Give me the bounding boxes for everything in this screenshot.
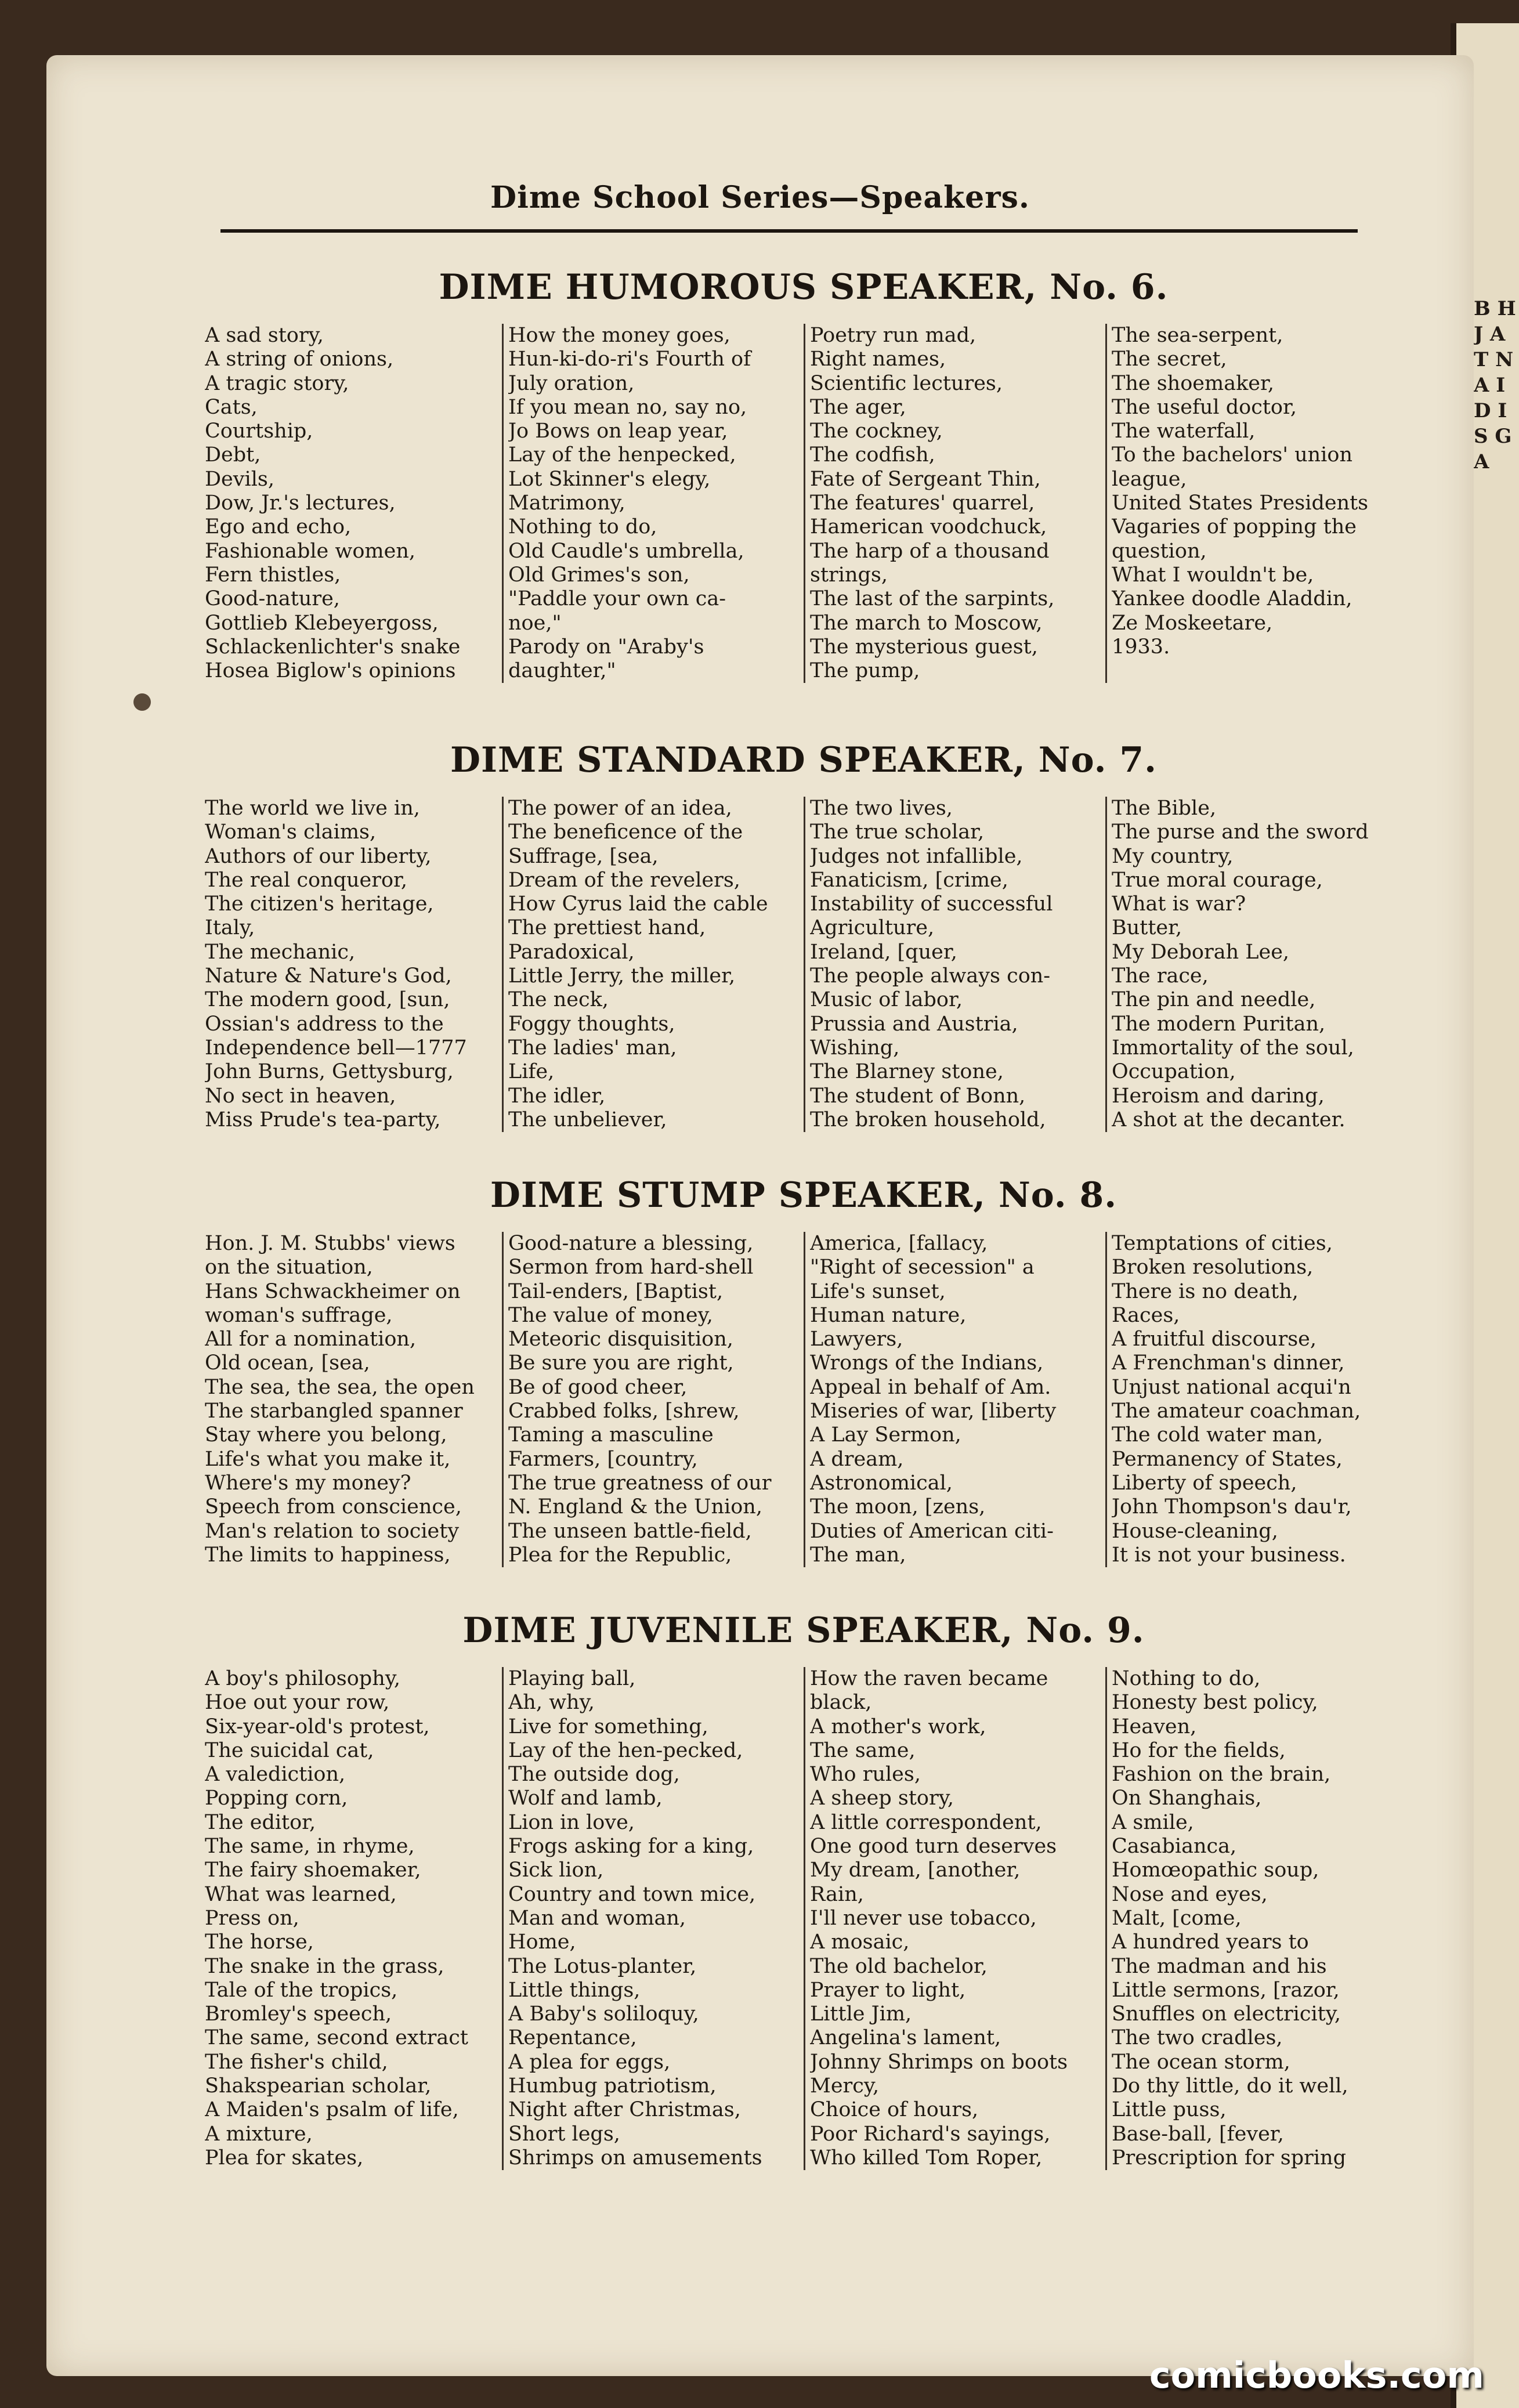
list-item: Dow, Jr.'s lectures,: [205, 491, 396, 515]
list-item: Italy,: [205, 916, 255, 940]
list-item: A Lay Sermon,: [810, 1423, 961, 1447]
list-item: July oration,: [508, 371, 635, 395]
list-item: Honesty best policy,: [1112, 1691, 1318, 1715]
list-item: No sect in heaven,: [205, 1084, 396, 1108]
list-item: A sheep story,: [810, 1787, 954, 1810]
list-item: Be sure you are right,: [508, 1351, 734, 1375]
list-item: Angelina's lament,: [810, 2026, 1001, 2050]
list-item: United States Presidents: [1112, 491, 1369, 515]
list-item: black,: [810, 1691, 872, 1715]
list-item: on the situation,: [205, 1256, 373, 1279]
list-item: Agriculture,: [810, 916, 935, 940]
list-item: Tale of the tropics,: [205, 1978, 398, 2002]
list-item: Sick lion,: [508, 1859, 604, 1882]
column-4: [1105, 324, 1407, 683]
list-item: The features' quarrel,: [810, 491, 1035, 515]
list-item: The unseen battle-field,: [508, 1519, 752, 1543]
watermark: comicbooks.com: [1149, 2354, 1484, 2396]
list-item: Malt, [come,: [1112, 1906, 1242, 1930]
column-3: [804, 324, 1105, 683]
list-item: Immortality of the soul,: [1112, 1036, 1354, 1060]
list-item: A Baby's soliloquy,: [508, 2002, 699, 2026]
list-item: Hosea Biglow's opinions: [205, 659, 456, 683]
list-item: Ireland, [quer,: [810, 940, 957, 964]
list-item: The power of an idea,: [508, 797, 732, 820]
list-item: Little puss,: [1112, 2098, 1227, 2122]
section-columns: [200, 1667, 1407, 2170]
list-item: Short legs,: [508, 2122, 620, 2146]
section-standard-speaker: [200, 740, 1407, 1132]
list-item: The old bachelor,: [810, 1954, 988, 1978]
list-item: The people always con-: [810, 964, 1051, 988]
list-item: Miseries of war, [liberty: [810, 1400, 1057, 1423]
list-item: The fisher's child,: [205, 2050, 388, 2074]
list-item: Butter,: [1112, 916, 1182, 940]
list-item: Who killed Tom Roper,: [810, 2146, 1043, 2170]
list-item: Little sermons, [razor,: [1112, 1978, 1340, 2002]
list-item: The race,: [1112, 964, 1209, 988]
list-item: Plea for the Republic,: [508, 1543, 732, 1567]
list-item: The starbangled spanner: [205, 1400, 463, 1423]
list-item: The mechanic,: [205, 940, 356, 964]
list-item: The beneficence of the: [508, 820, 743, 844]
list-item: Appeal in behalf of Am.: [810, 1375, 1051, 1399]
list-item: Rain,: [810, 1882, 864, 1906]
list-item: The neck,: [508, 988, 609, 1012]
list-item: Vagaries of popping the: [1112, 515, 1357, 539]
list-item: A boy's philosophy,: [205, 1667, 400, 1690]
list-item: Independence bell—1777: [205, 1036, 467, 1060]
list-item: What is war?: [1112, 892, 1246, 916]
list-item: The horse,: [205, 1930, 314, 1954]
list-item: The pin and needle,: [1112, 988, 1316, 1012]
list-item: Popping corn,: [205, 1787, 348, 1810]
list-item: The ocean storm,: [1112, 2050, 1290, 2074]
column-1: [200, 324, 502, 683]
list-item: Hun-ki-do-ri's Fourth of: [508, 348, 751, 371]
list-item: Jo Bows on leap year,: [508, 420, 728, 443]
list-item: A sad story,: [205, 324, 324, 347]
list-item: The real conqueror,: [205, 868, 408, 892]
list-item: The secret,: [1112, 348, 1227, 371]
list-item: Unjust national acqui'n: [1112, 1375, 1351, 1399]
series-header: Dime School Series—Speakers.: [490, 180, 1030, 215]
list-item: Paradoxical,: [508, 940, 635, 964]
list-item: Fashionable women,: [205, 539, 415, 563]
list-item: If you mean no, say no,: [508, 395, 747, 419]
column-1: [200, 1667, 502, 2170]
list-item: Frogs asking for a king,: [508, 1835, 754, 1859]
list-item: True moral courage,: [1112, 868, 1323, 892]
list-item: Night after Christmas,: [508, 2098, 741, 2122]
list-item: My dream, [another,: [810, 1859, 1021, 1882]
list-item: The true greatness of our: [508, 1471, 772, 1495]
list-item: A mother's work,: [810, 1715, 986, 1738]
list-item: Prescription for spring: [1112, 2146, 1347, 2170]
list-item: Fern thistles,: [205, 563, 341, 587]
list-item: Do thy little, do it well,: [1112, 2074, 1348, 2098]
list-item: Miss Prude's tea-party,: [205, 1108, 441, 1131]
list-item: Lot Skinner's elegy,: [508, 467, 711, 491]
section-juvenile-speaker: [200, 1610, 1407, 2170]
list-item: Poor Richard's sayings,: [810, 2122, 1051, 2146]
list-item: Old Caudle's umbrella,: [508, 539, 744, 563]
list-item: The ladies' man,: [508, 1036, 677, 1060]
list-item: "Paddle your own ca-: [508, 587, 726, 611]
list-item: Fate of Sergeant Thin,: [810, 467, 1041, 491]
list-item: Life's what you make it,: [205, 1447, 451, 1471]
list-item: A Maiden's psalm of life,: [205, 2098, 459, 2122]
list-item: Yankee doodle Aladdin,: [1112, 587, 1352, 611]
section-humorous-speaker: [200, 267, 1407, 683]
section-columns: [200, 324, 1407, 683]
list-item: Permanency of States,: [1112, 1447, 1343, 1471]
list-item: "Right of secession" a: [810, 1256, 1035, 1279]
section-title: DIME STANDARD SPEAKER, No. 7.: [450, 740, 1158, 780]
list-item: Be of good cheer,: [508, 1375, 688, 1399]
list-item: The man,: [810, 1543, 906, 1567]
list-item: Good-nature,: [205, 587, 340, 611]
list-item: The unbeliever,: [508, 1108, 667, 1131]
list-item: daughter,": [508, 659, 616, 683]
list-item: The last of the sarpints,: [810, 587, 1055, 611]
list-item: The moon, [zens,: [810, 1495, 986, 1519]
list-item: A mixture,: [205, 2122, 313, 2146]
list-item: Poetry run mad,: [810, 324, 976, 347]
list-item: league,: [1112, 467, 1187, 491]
list-item: A hundred years to: [1112, 1930, 1309, 1954]
list-item: Life,: [508, 1060, 555, 1084]
list-item: The outside dog,: [508, 1763, 680, 1787]
list-item: Heaven,: [1112, 1715, 1197, 1738]
list-item: Hon. J. M. Stubbs' views: [205, 1232, 455, 1255]
list-item: My country,: [1112, 844, 1234, 868]
list-item: The mysterious guest,: [810, 635, 1038, 659]
list-item: The same, second extract: [205, 2026, 468, 2050]
list-item: The snake in the grass,: [205, 1954, 444, 1978]
list-item: Johnny Shrimps on boots: [810, 2050, 1068, 2074]
binding-hole: [133, 693, 151, 711]
list-item: Fashion on the brain,: [1112, 1763, 1331, 1787]
list-item: Ossian's address to the: [205, 1012, 444, 1036]
list-item: The world we live in,: [205, 797, 420, 820]
list-item: The student of Bonn,: [810, 1084, 1026, 1108]
list-item: John Burns, Gettysburg,: [205, 1060, 454, 1084]
list-item: The fairy shoemaker,: [205, 1859, 421, 1882]
list-item: Humbug patriotism,: [508, 2074, 717, 2098]
list-item: How the raven became: [810, 1667, 1048, 1690]
list-item: Press on,: [205, 1906, 299, 1930]
adjacent-page-letters: B H J A T N A I D I S G A: [1474, 297, 1516, 473]
list-item: America, [fallacy,: [810, 1232, 988, 1255]
section-title: DIME HUMOROUS SPEAKER, No. 6.: [439, 267, 1169, 308]
list-item: On Shanghais,: [1112, 1787, 1262, 1810]
list-item: Authors of our liberty,: [205, 844, 432, 868]
section-title: DIME STUMP SPEAKER, No. 8.: [490, 1175, 1117, 1216]
list-item: Gottlieb Klebeyergoss,: [205, 611, 439, 635]
list-item: Six-year-old's protest,: [205, 1715, 430, 1738]
list-item: The waterfall,: [1112, 420, 1256, 443]
list-item: Man's relation to society: [205, 1519, 460, 1543]
list-item: Prayer to light,: [810, 1978, 966, 2002]
list-item: Old ocean, [sea,: [205, 1351, 370, 1375]
list-item: The madman and his: [1112, 1954, 1327, 1978]
list-item: Human nature,: [810, 1303, 967, 1327]
list-item: Home,: [508, 1930, 576, 1954]
list-item: A dream,: [810, 1447, 904, 1471]
list-item: A little correspondent,: [810, 1810, 1042, 1834]
column-3: [804, 797, 1105, 1132]
list-item: 1933.: [1112, 635, 1170, 659]
list-item: The same, in rhyme,: [205, 1835, 415, 1859]
list-item: Playing ball,: [508, 1667, 636, 1690]
list-item: The pump,: [810, 659, 920, 683]
section-columns: [200, 1232, 1407, 1567]
list-item: Hans Schwackheimer on: [205, 1279, 461, 1303]
list-item: Wrongs of the Indians,: [810, 1351, 1044, 1375]
list-item: Ego and echo,: [205, 515, 352, 539]
list-item: Music of labor,: [810, 988, 963, 1012]
list-item: Crabbed folks, [shrew,: [508, 1400, 740, 1423]
list-item: A smile,: [1112, 1810, 1194, 1834]
list-item: The two cradles,: [1112, 2026, 1283, 2050]
list-item: The limits to happiness,: [205, 1543, 451, 1567]
list-item: Speech from conscience,: [205, 1495, 462, 1519]
list-item: A string of onions,: [205, 348, 394, 371]
list-item: The modern good, [sun,: [205, 988, 450, 1012]
list-item: John Thompson's dau'r,: [1112, 1495, 1352, 1519]
list-item: Choice of hours,: [810, 2098, 979, 2122]
list-item: Dream of the revelers,: [508, 868, 740, 892]
list-item: Scientific lectures,: [810, 371, 1003, 395]
section-columns: [200, 797, 1407, 1132]
list-item: House-cleaning,: [1112, 1519, 1278, 1543]
list-item: Ah, why,: [508, 1691, 595, 1715]
list-item: Devils,: [205, 467, 275, 491]
list-item: Suffrage, [sea,: [508, 844, 659, 868]
list-item: The citizen's heritage,: [205, 892, 434, 916]
list-item: The harp of a thousand: [810, 539, 1050, 563]
list-item: A valediction,: [205, 1763, 346, 1787]
list-item: The shoemaker,: [1112, 371, 1274, 395]
list-item: One good turn deserves: [810, 1835, 1057, 1859]
list-item: Man and woman,: [508, 1906, 686, 1930]
list-item: Country and town mice,: [508, 1882, 756, 1906]
list-item: Nothing to do,: [1112, 1667, 1261, 1690]
column-1: [200, 797, 502, 1132]
list-item: Little things,: [508, 1978, 641, 2002]
list-item: Lion in love,: [508, 1810, 635, 1834]
list-item: The same,: [810, 1738, 916, 1762]
list-item: Sermon from hard-shell: [508, 1256, 754, 1279]
column-3: [804, 1232, 1105, 1567]
list-item: The Bible,: [1112, 797, 1217, 820]
list-item: The value of money,: [508, 1303, 713, 1327]
list-item: How the money goes,: [508, 324, 730, 347]
list-item: Wolf and lamb,: [508, 1787, 663, 1810]
list-item: The sea-serpent,: [1112, 324, 1283, 347]
list-item: Plea for skates,: [205, 2146, 364, 2170]
column-4: [1105, 1667, 1407, 2170]
list-item: The true scholar,: [810, 820, 985, 844]
list-item: There is no death,: [1112, 1279, 1299, 1303]
list-item: Races,: [1112, 1303, 1180, 1327]
list-item: Lay of the hen-pecked,: [508, 1738, 743, 1762]
list-item: A shot at the decanter.: [1112, 1108, 1346, 1131]
list-item: Meteoric disquisition,: [508, 1328, 733, 1351]
list-item: Occupation,: [1112, 1060, 1236, 1084]
list-item: A mosaic,: [810, 1930, 910, 1954]
list-item: Astronomical,: [810, 1471, 953, 1495]
column-4: [1105, 1232, 1407, 1567]
list-item: Bromley's speech,: [205, 2002, 392, 2026]
header-rule: [220, 229, 1358, 233]
list-item: Heroism and daring,: [1112, 1084, 1325, 1108]
list-item: What I wouldn't be,: [1112, 563, 1314, 587]
list-item: To the bachelors' union: [1112, 443, 1352, 467]
list-item: Who rules,: [810, 1763, 921, 1787]
list-item: The editor,: [205, 1810, 316, 1834]
list-item: Farmers, [country,: [508, 1447, 698, 1471]
list-item: My Deborah Lee,: [1112, 940, 1290, 964]
list-item: Shakspearian scholar,: [205, 2074, 432, 2098]
list-item: Shrimps on amusements: [508, 2146, 762, 2170]
column-4: [1105, 797, 1407, 1132]
list-item: The ager,: [810, 395, 906, 419]
list-item: Liberty of speech,: [1112, 1471, 1297, 1495]
list-item: Matrimony,: [508, 491, 625, 515]
list-item: strings,: [810, 563, 888, 587]
list-item: Stay where you belong,: [205, 1423, 447, 1447]
list-item: Debt,: [205, 443, 261, 467]
list-item: Judges not infallible,: [810, 844, 1023, 868]
list-item: Nose and eyes,: [1112, 1882, 1268, 1906]
list-item: The purse and the sword: [1112, 820, 1369, 844]
list-item: Hamerican voodchuck,: [810, 515, 1047, 539]
list-item: Prussia and Austria,: [810, 1012, 1018, 1036]
list-item: Duties of American citi-: [810, 1519, 1054, 1543]
list-item: The broken household,: [810, 1108, 1046, 1131]
list-item: Good-nature a blessing,: [508, 1232, 754, 1255]
list-item: How Cyrus laid the cable: [508, 892, 768, 916]
list-item: Fanaticism, [crime,: [810, 868, 1008, 892]
list-item: Nature & Nature's God,: [205, 964, 452, 988]
list-item: A fruitful discourse,: [1112, 1328, 1317, 1351]
column-2: [502, 797, 804, 1132]
list-item: Temptations of cities,: [1112, 1232, 1333, 1255]
list-item: Broken resolutions,: [1112, 1256, 1314, 1279]
list-item: The suicidal cat,: [205, 1738, 374, 1762]
list-item: Life's sunset,: [810, 1279, 946, 1303]
list-item: Courtship,: [205, 420, 313, 443]
list-item: The Blarney stone,: [810, 1060, 1004, 1084]
list-item: Little Jim,: [810, 2002, 912, 2026]
list-item: Cats,: [205, 395, 258, 419]
list-item: Parody on "Araby's: [508, 635, 704, 659]
list-item: Homœopathic soup,: [1112, 1859, 1319, 1882]
list-item: I'll never use tobacco,: [810, 1906, 1037, 1930]
list-item: Little Jerry, the miller,: [508, 964, 736, 988]
list-item: The idler,: [508, 1084, 606, 1108]
list-item: Casabianca,: [1112, 1835, 1237, 1859]
column-2: [502, 1232, 804, 1567]
list-item: Wishing,: [810, 1036, 900, 1060]
list-item: Right names,: [810, 348, 946, 371]
section-title: DIME JUVENILE SPEAKER, No. 9.: [462, 1610, 1145, 1651]
list-item: Mercy,: [810, 2074, 880, 2098]
list-item: woman's suffrage,: [205, 1303, 393, 1327]
list-item: Schlackenlichter's snake: [205, 635, 461, 659]
list-item: The codfish,: [810, 443, 935, 467]
list-item: Hoe out your row,: [205, 1691, 390, 1715]
list-item: Ze Moskeetare,: [1112, 611, 1273, 635]
column-3: [804, 1667, 1105, 2170]
list-item: Woman's claims,: [205, 820, 377, 844]
list-item: The Lotus-planter,: [508, 1954, 697, 1978]
book-page: [46, 55, 1474, 2376]
list-item: The useful doctor,: [1112, 395, 1297, 419]
column-1: [200, 1232, 502, 1567]
list-item: Taming a masculine: [508, 1423, 714, 1447]
column-2: [502, 1667, 804, 2170]
list-item: Base-ball, [fever,: [1112, 2122, 1284, 2146]
list-item: All for a nomination,: [205, 1328, 417, 1351]
section-stump-speaker: [200, 1175, 1407, 1567]
list-item: question,: [1112, 539, 1207, 563]
list-item: The cockney,: [810, 420, 943, 443]
list-item: The prettiest hand,: [508, 916, 706, 940]
list-item: The amateur coachman,: [1112, 1400, 1361, 1423]
list-item: Lay of the henpecked,: [508, 443, 736, 467]
list-item: It is not your business.: [1112, 1543, 1346, 1567]
list-item: Live for something,: [508, 1715, 708, 1738]
list-item: Where's my money?: [205, 1471, 411, 1495]
list-item: A plea for eggs,: [508, 2050, 671, 2074]
list-item: A Frenchman's dinner,: [1112, 1351, 1345, 1375]
list-item: N. England & the Union,: [508, 1495, 762, 1519]
list-item: The modern Puritan,: [1112, 1012, 1326, 1036]
list-item: What was learned,: [205, 1882, 397, 1906]
list-item: A tragic story,: [205, 371, 349, 395]
list-item: The two lives,: [810, 797, 953, 820]
list-item: Tail-enders, [Baptist,: [508, 1279, 724, 1303]
list-item: The cold water man,: [1112, 1423, 1323, 1447]
list-item: Old Grimes's son,: [508, 563, 690, 587]
list-item: Repentance,: [508, 2026, 637, 2050]
column-2: [502, 324, 804, 683]
list-item: The march to Moscow,: [810, 611, 1043, 635]
list-item: The sea, the sea, the open: [205, 1375, 475, 1399]
list-item: Lawyers,: [810, 1328, 903, 1351]
list-item: Foggy thoughts,: [508, 1012, 675, 1036]
list-item: noe,": [508, 611, 562, 635]
list-item: Ho for the fields,: [1112, 1738, 1286, 1762]
list-item: Nothing to do,: [508, 515, 657, 539]
list-item: Snuffles on electricity,: [1112, 2002, 1341, 2026]
list-item: Instability of successful: [810, 892, 1053, 916]
